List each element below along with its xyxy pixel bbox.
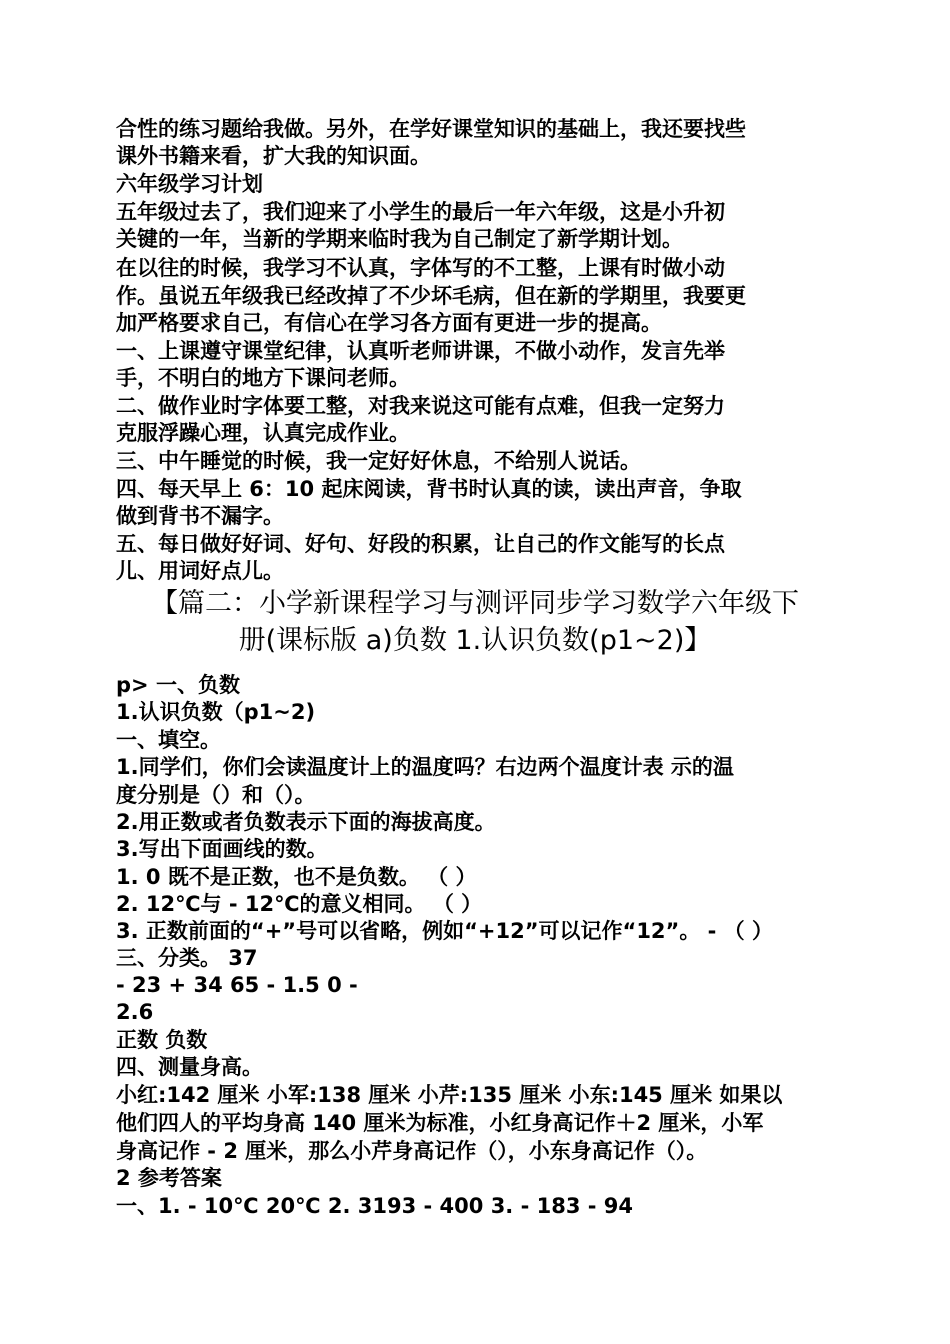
text-line: 做到背书不漏字。 bbox=[116, 504, 284, 528]
text-line: 三、分类。 37 bbox=[116, 946, 258, 970]
text-line: 他们四人的平均身高 140 厘米为标准，小红身高记作＋2 厘米，小军 bbox=[116, 1111, 764, 1135]
text-line: 手，不明白的地方下课问老师。 bbox=[116, 366, 410, 390]
text-line: 2.用正数或者负数表示下面的海拔高度。 bbox=[116, 810, 496, 834]
text-line: 一、填空。 bbox=[116, 728, 221, 752]
text-line: 在以往的时候，我学习不认真，字体写的不工整，上课有时做小动 bbox=[116, 256, 725, 280]
text-line: - 23 + 34 65 - 1.5 0 - bbox=[116, 973, 358, 997]
text-line: 课外书籍来看，扩大我的知识面。 bbox=[116, 144, 431, 168]
text-line: 五、每日做好好词、好句、好段的积累，让自己的作文能写的长点 bbox=[116, 532, 725, 556]
text-line: 3. 正数前面的“+”号可以省略，例如“+12”可以记作“12”。 - （ ） bbox=[116, 919, 773, 943]
article-heading: 册(课标版 a)负数 1.认识负数(p1~2)】 bbox=[238, 625, 712, 656]
text-line: 五年级过去了，我们迎来了小学生的最后一年六年级，这是小升初 bbox=[116, 200, 725, 224]
text-line: 儿、用词好点儿。 bbox=[116, 559, 284, 583]
text-line: 三、中午睡觉的时候，我一定好好休息，不给别人说话。 bbox=[116, 449, 641, 473]
text-line: 2.6 bbox=[116, 1000, 154, 1024]
text-line: 正数 负数 bbox=[116, 1028, 208, 1052]
text-line: 1. 0 既不是正数，也不是负数。 （ ） bbox=[116, 865, 477, 889]
text-line: 加严格要求自己，有信心在学习各方面有更进一步的提高。 bbox=[116, 311, 662, 335]
text-line: 合性的练习题给我做。另外，在学好课堂知识的基础上，我还要找些 bbox=[116, 117, 746, 141]
text-line: 一、上课遵守课堂纪律，认真听老师讲课，不做小动作，发言先举 bbox=[116, 339, 725, 363]
article-heading: 【篇二：小学新课程学习与测评同步学习数学六年级下 bbox=[151, 588, 799, 619]
text-line: 克服浮躁心理，认真完成作业。 bbox=[116, 421, 410, 445]
text-line: 身高记作 - 2 厘米，那么小芹身高记作（），小东身高记作（）。 bbox=[116, 1139, 708, 1163]
text-line: 关键的一年，当新的学期来临时我为自己制定了新学期计划。 bbox=[116, 227, 683, 251]
text-line: 一、1. - 10℃ 20℃ 2. 3193 - 400 3. - 183 - 94 bbox=[116, 1194, 634, 1218]
text-line: 二、做作业时字体要工整，对我来说这可能有点难，但我一定努力 bbox=[116, 394, 725, 418]
text-line: 四、测量身高。 bbox=[116, 1055, 263, 1079]
text-line: 作。虽说五年级我已经改掉了不少坏毛病，但在新的学期里，我要更 bbox=[116, 284, 746, 308]
text-line: 1.认识负数（p1~2) bbox=[116, 700, 316, 724]
text-line: 小红:142 厘米 小军:138 厘米 小芹:135 厘米 小东:145 厘米 如果以 bbox=[116, 1083, 783, 1107]
text-line: 度分别是（）和（）。 bbox=[116, 783, 316, 807]
text-line: 3.写出下面画线的数。 bbox=[116, 837, 328, 861]
section-title: 六年级学习计划 bbox=[116, 172, 263, 196]
text-line: 四、每天早上 6：10 起床阅读，背书时认真的读，读出声音，争取 bbox=[116, 477, 742, 501]
text-line: 2. 12℃与 - 12℃的意义相同。 （ ） bbox=[116, 892, 483, 916]
text-line: p> 一、负数 bbox=[116, 673, 240, 697]
text-line: 1.同学们，你们会读温度计上的温度吗？右边两个温度计表 示的温 bbox=[116, 755, 734, 779]
text-line: 2 参考答案 bbox=[116, 1166, 222, 1190]
